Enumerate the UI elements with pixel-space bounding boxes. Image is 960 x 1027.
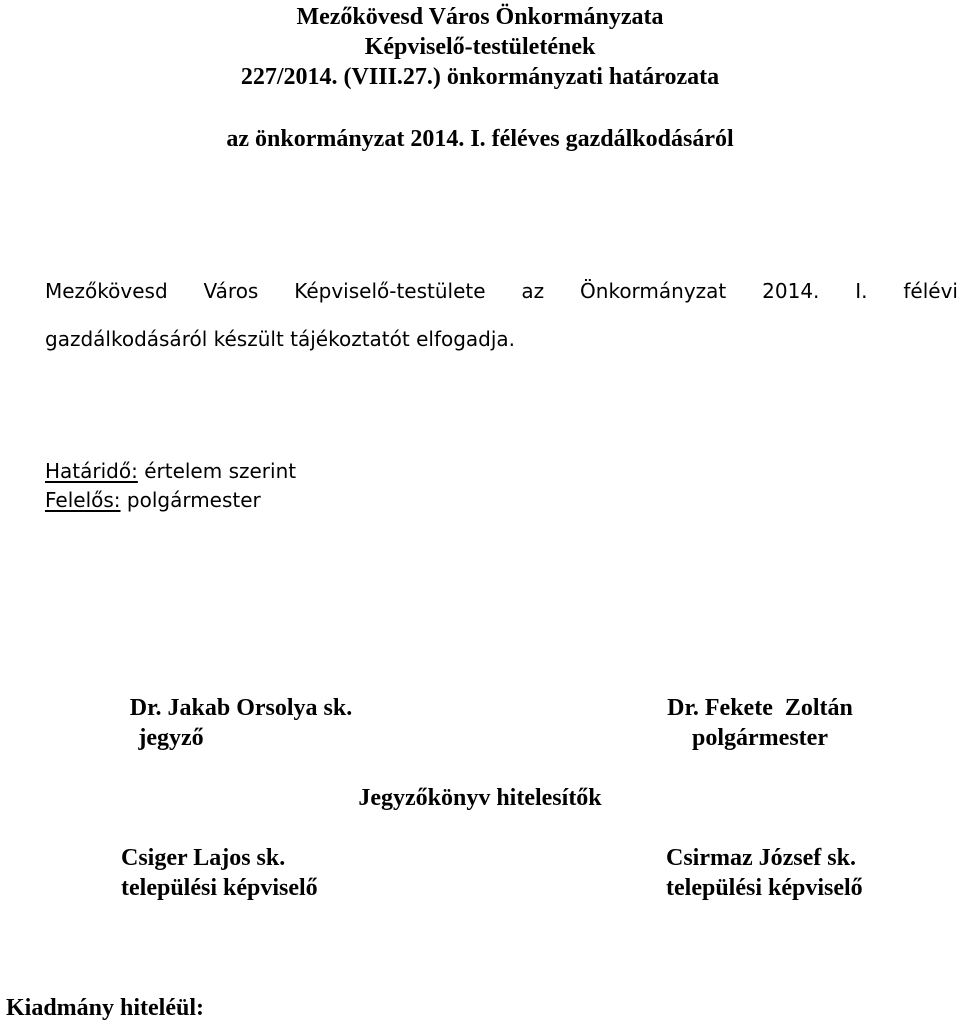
responsible-row	[45, 487, 261, 513]
authenticator-2-signature	[666, 843, 863, 903]
certified-copy-label: Kiadmány hiteléül:	[6, 995, 205, 1021]
mayor-title: polgármester	[692, 725, 828, 751]
mayor-signature	[630, 693, 890, 753]
mayor-name: Dr. Fekete Zoltán	[667, 695, 853, 721]
responsible-label: Felelős:	[45, 488, 121, 512]
deadline-row	[45, 458, 296, 484]
authenticator-1-signature	[121, 843, 318, 903]
notary-title: jegyző	[138, 725, 204, 751]
authenticator-1-title: települési képviselő	[121, 875, 318, 901]
responsible-value: polgármester	[120, 488, 261, 512]
resolution-text-line-2: gazdálkodásáról készült tájékoztatót elfogadja.	[45, 327, 516, 351]
notary-signature	[106, 693, 376, 753]
header-line-resolution-number: 227/2014. (VIII.27.) önkormányzati határozata	[240, 64, 720, 90]
notary-name: Dr. Jakab Orsolya sk.	[129, 695, 353, 721]
header-line-municipality: Mezőkövesd Város Önkormányzata	[296, 4, 664, 30]
authenticator-2-name: Csirmaz József sk.	[666, 845, 856, 871]
authenticators-heading: Jegyzőkönyv hitelesítők	[358, 785, 602, 811]
resolution-text-line-1: Mezőkövesd Város Képviselő-testülete az Önkormányzat 2014. I. félévi	[45, 279, 958, 303]
deadline-value: értelem szerint	[137, 459, 297, 483]
header-line-body: Képviselő-testületének	[364, 34, 596, 60]
resolution-subject: az önkormányzat 2014. I. féléves gazdálkodásáról	[226, 126, 734, 152]
deadline-label: Határidő:	[45, 459, 138, 483]
authenticator-1-name: Csiger Lajos sk.	[121, 845, 286, 871]
authenticator-2-title: települési képviselő	[666, 875, 863, 901]
